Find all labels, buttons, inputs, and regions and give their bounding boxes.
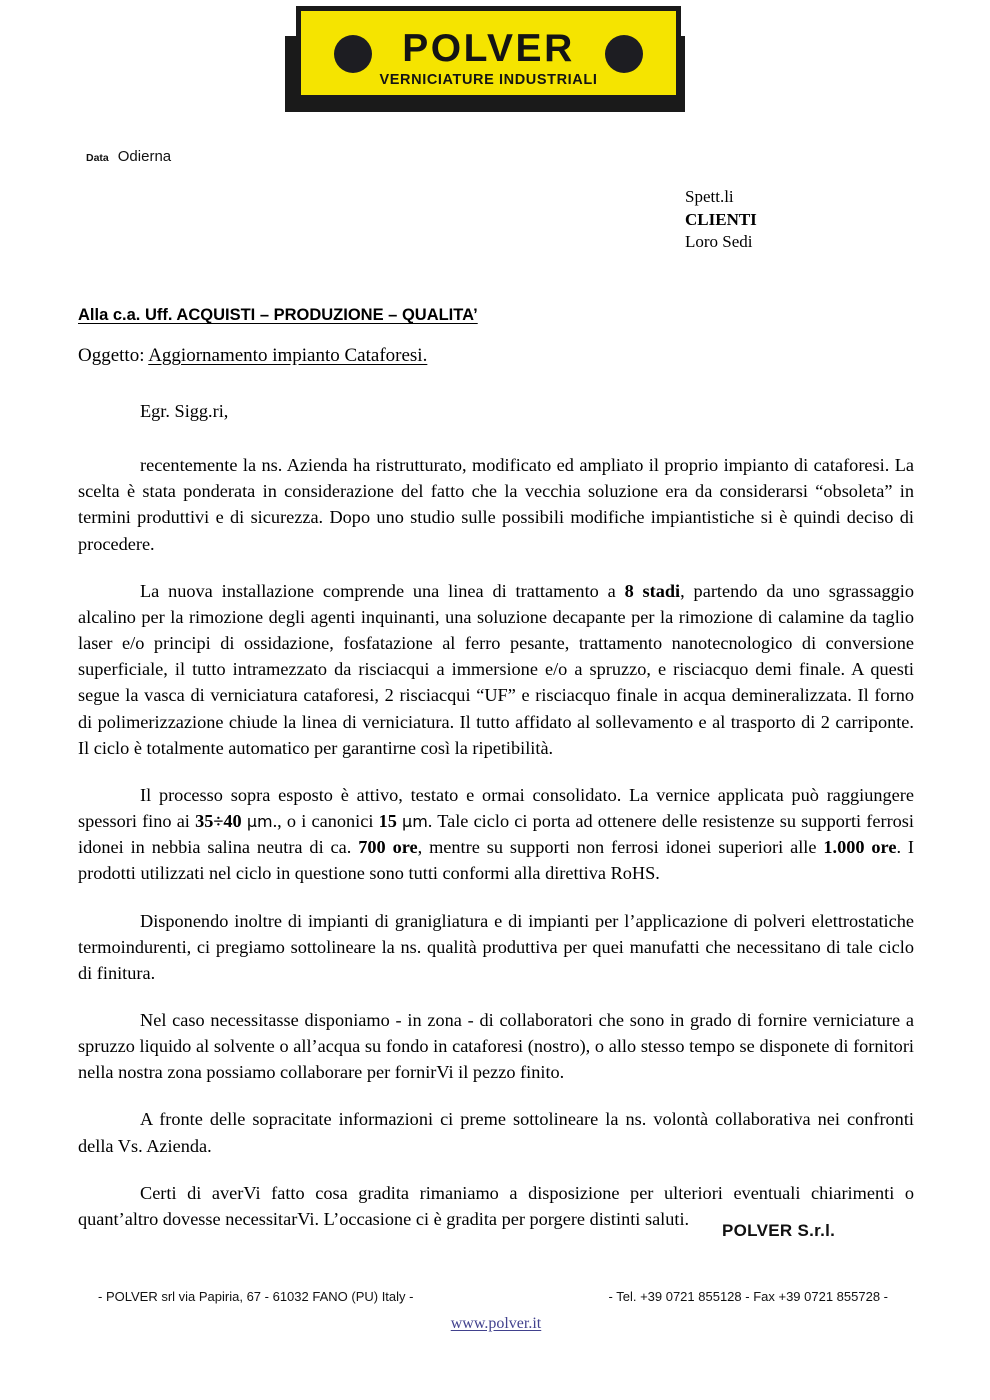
attention-line: Alla c.a. Uff. ACQUISTI – PRODUZIONE – QUALITA’ xyxy=(78,306,478,324)
body-paragraph-4: Disponendo inoltre di impianti di granigliatura e di impianti per l’applicazione di polveri elettrostatiche termoindurenti, ci pregiamo sottolineare la ns. qualità produttiva per quei manufatti che necessitano di tale ciclo di finitura. xyxy=(78,910,914,983)
p2-part-a: La nuova installazione comprende una linea di trattamento a xyxy=(140,580,625,601)
letter-body xyxy=(78,398,914,1253)
p3-part-k: . I prodotti utilizzati nel ciclo in questione sono tutti conformi alla direttiva RoHS. xyxy=(78,837,915,884)
date-value: Odierna xyxy=(117,148,172,165)
page-footer xyxy=(78,1289,914,1333)
recipient-address: Loro Sedi xyxy=(685,232,753,252)
recipient-block xyxy=(685,186,757,254)
footer-address: - POLVER srl via Papiria, 67 - 61032 FANO (PU) Italy - xyxy=(98,1289,414,1304)
footer-contact-row xyxy=(78,1289,914,1304)
footer-phone-fax: - Tel. +39 0721 855128 - Fax +39 0721 855728 - xyxy=(608,1289,888,1304)
p2-stadi-bold: 8 stadi xyxy=(624,580,681,601)
company-logo xyxy=(285,6,695,116)
signature-company: POLVER S.r.l. xyxy=(722,1221,836,1240)
logo-wordmark: POLVER xyxy=(402,27,575,70)
subject-label: Oggetto: xyxy=(78,345,149,366)
p3-unit-micron-1: μm xyxy=(246,812,273,832)
logo-plate-face xyxy=(301,11,676,95)
logo-plate-frame xyxy=(296,6,681,104)
body-paragraph-3 xyxy=(78,782,914,887)
date-row xyxy=(86,148,171,165)
body-paragraph-6: A fronte delle sopracitate informazioni ci preme sottolineare la ns. volontà collaborativa nei confronti della Vs. Azienda. xyxy=(78,1109,914,1156)
p3-part-i: , mentre su supporti non ferrosi idonei superiori alle xyxy=(417,837,824,858)
p3-unit-micron-2: μm xyxy=(402,812,428,832)
logo-tagline: VERNICIATURE INDUSTRIALI xyxy=(379,72,598,88)
p2-part-c: , partendo da uno sgrassaggio alcalino per la rimozione degli agenti inquinanti, una soluzione decapante per la rimozione di calamine da taglio laser e/o principi di ossidazione, fosfatazione al ferro pesante, trattamento nanotecnologico di conversione superficiale, il tutto intramezzato da risciacqui a immersione e/o a spruzzo, e risciacquo demi finale. A questi segue la vasca di verniciatura cataforesi, 2 risciacqui “UF” e risciacquo finale in acqua demineralizzata. Il forno di polimerizzazione chiude la linea di verniciatura. Il tutto affidato al sollevamento e al trasporto di 2 carriponte. Il ciclo è totalmente automatico per garantirne così la ripetibilità. xyxy=(78,580,914,758)
p3-hours-ferrous-bold: 700 ore xyxy=(358,837,418,858)
footer-website-row xyxy=(78,1315,914,1333)
p3-part-a: Il processo sopra esposto è attivo, testato e ormai consolidato. La vernice applicata può raggiungere spessori fino ai xyxy=(78,784,914,832)
p3-part-d: ., o i canonici xyxy=(272,811,379,832)
body-paragraph-2 xyxy=(78,578,914,761)
subject-line xyxy=(78,345,427,367)
subject-value: Aggiornamento impianto Cataforesi. xyxy=(148,345,428,366)
p3-canonical-bold: 15 xyxy=(378,811,397,832)
body-paragraph-5: Nel caso necessitasse disponiamo - in zona - di collaboratori che sono in grado di fornire verniciature a spruzzo liquido al solvente o all’acqua su fondo in cataforesi (nostro), o allo stesso tempo se disponete di fornitori nella nostra zona possiamo collaborare per fornirVi il pezzo finito. xyxy=(78,1009,914,1083)
body-paragraph-7: Certi di averVi fatto cosa gradita rimaniamo a disposizione per ulteriori eventuali chiarimenti o quant’altro dovesse necessitarVi. L’occasione ci è gradita per porgere distinti saluti. xyxy=(78,1182,914,1229)
p3-thickness-bold: 35÷40 xyxy=(195,811,242,832)
body-greeting: Egr. Sigg.ri, xyxy=(140,401,229,421)
date-label: Data xyxy=(86,152,109,164)
p3-part-g: . Tale ciclo ci porta ad ottenere delle resistenze su supporti ferrosi idonei in nebbia salina neutra di ca. xyxy=(78,811,914,858)
body-paragraph-1: recentemente la ns. Azienda ha ristrutturato, modificato ed ampliato il proprio impianto di cataforesi. La scelta è stata ponderata in considerazione del fatto che la vecchia soluzione era da considerarsi “obsoleta” in termini produttivi e di sicurezza. Dopo uno studio sulle possibili modifiche impiantistiche si è quindi deciso di procedere. xyxy=(78,455,914,554)
recipient-salutation: Spett.li xyxy=(685,187,734,206)
website-link[interactable]: www.polver.it xyxy=(450,1315,542,1332)
p3-hours-nonferrous-bold: 1.000 ore xyxy=(823,837,897,858)
recipient-name: CLIENTI xyxy=(685,209,757,229)
